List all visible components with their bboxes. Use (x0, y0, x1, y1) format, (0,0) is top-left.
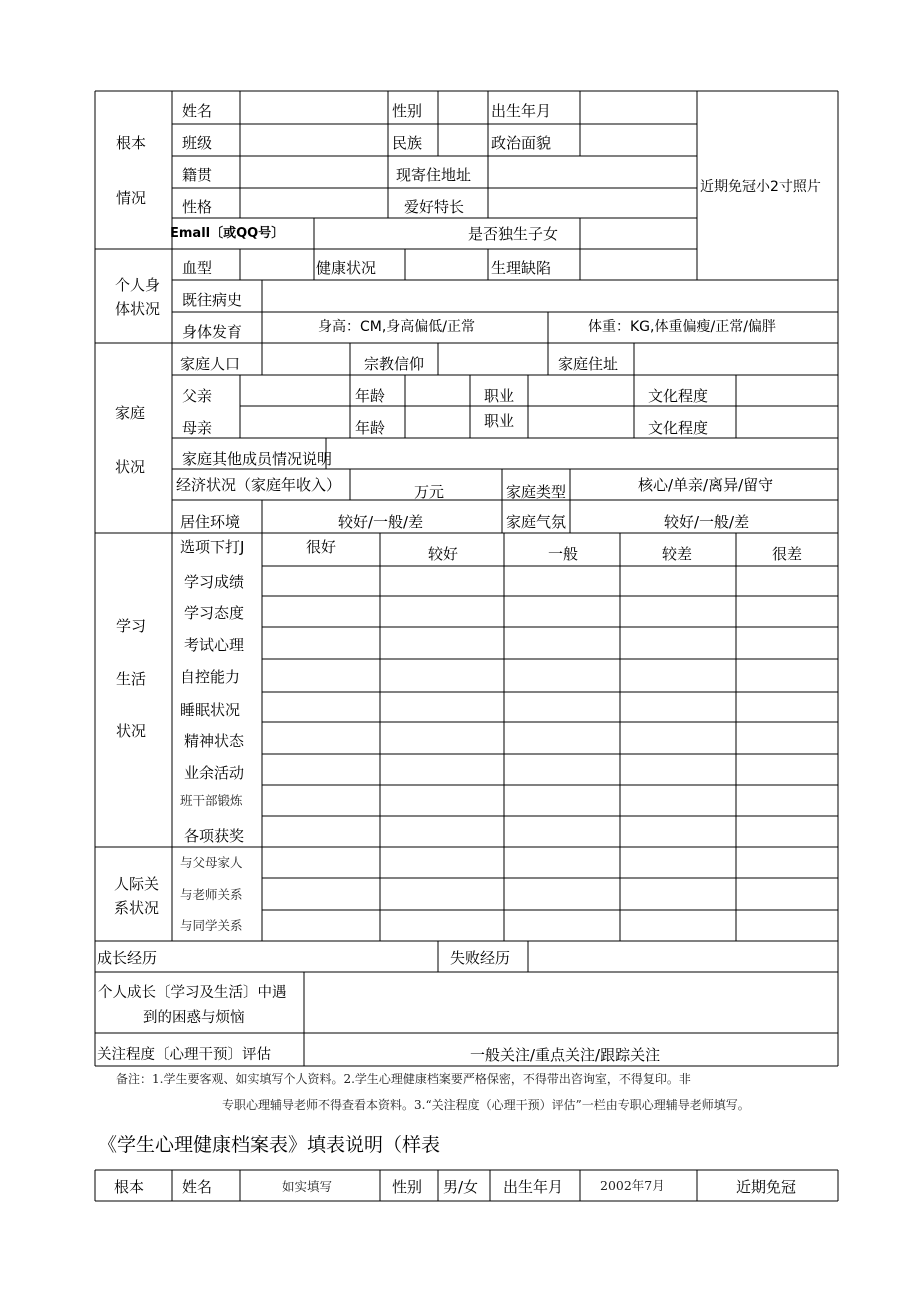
label-father-job: 职业 (484, 387, 515, 405)
label-ethnicity: 民族 (392, 134, 423, 152)
label-origin: 籍贯 (182, 166, 213, 184)
sample-photo: 近期免冠 (736, 1178, 797, 1196)
label-personality: 性格 (182, 198, 213, 216)
study-row-label: 业余活动 (184, 764, 245, 782)
study-row-label: 自控能力 (180, 668, 241, 686)
note-line2: 专职心理辅导老师不得查看本资料。3.“关注程度（心理干预）评估”一栏由专职心理辅导老师填写。 (222, 1098, 750, 1112)
label-defect: 生理缺陷 (491, 259, 552, 277)
label-name: 姓名 (182, 102, 213, 120)
study-row-label: 各项获奖 (184, 827, 245, 845)
sample-name-label: 姓名 (182, 1178, 213, 1196)
label-failure: 失败经历 (450, 949, 511, 967)
atmosphere-options: 较好/一般/差 (664, 513, 750, 531)
section-study-line1: 学习 (116, 617, 147, 635)
label-troubles-line1: 个人成长〔学习及生活〕中遇 (98, 985, 287, 1001)
label-attention: 关注程度〔心理干预〕评估 (97, 1047, 271, 1063)
section-study-line2: 生活 (116, 670, 147, 688)
label-class: 班级 (182, 134, 213, 152)
relation-row-label: 与老师关系 (180, 887, 243, 902)
label-health: 健康状况 (316, 259, 377, 277)
label-father-age: 年龄 (355, 387, 386, 405)
label-atmosphere: 家庭气氛 (506, 513, 567, 531)
grade-very-good: 很好 (306, 538, 337, 556)
label-mother-job: 职业 (484, 412, 515, 430)
study-row-label: 考试心理 (184, 636, 245, 654)
sample-name-value: 如实填写 (282, 1179, 333, 1194)
study-row-label: 学习态度 (184, 604, 245, 622)
label-growth: 成长经历 (97, 949, 158, 967)
label-mother-education: 文化程度 (648, 419, 709, 437)
label-development: 身体发育 (182, 323, 243, 341)
label-history: 既往病史 (182, 291, 243, 309)
sample-birth-value: 2002年7月 (600, 1178, 665, 1193)
section-physical-line2: 体状况 (115, 300, 161, 318)
label-living-env: 居住环境 (180, 513, 241, 531)
sample-title: 《学生心理健康档案表》填表说明（样表 (98, 1134, 441, 1156)
label-father: 父亲 (182, 387, 213, 405)
study-row-label: 精神状态 (184, 732, 245, 750)
sample-birth-label: 出生年月 (503, 1178, 564, 1196)
label-religion: 宗教信仰 (364, 355, 425, 373)
label-political: 政治面貌 (491, 134, 552, 152)
label-blood: 血型 (182, 259, 213, 277)
study-header: 选项下打J (180, 538, 245, 556)
relation-row-label: 与同学关系 (180, 918, 243, 933)
label-birth: 出生年月 (491, 102, 552, 120)
study-row-label: 睡眠状况 (180, 701, 241, 719)
label-hobby: 爱好特长 (404, 198, 465, 216)
relation-row-label: 与父母家人 (180, 855, 243, 870)
label-home-address: 家庭住址 (558, 355, 619, 373)
label-email: Emall〔或QQ号〕 (170, 226, 285, 241)
sample-basic: 根本 (114, 1178, 145, 1196)
grade-poor: 较差 (662, 545, 693, 563)
note-line1: 备注：1.学生要客观、如实填写个人资料。2.学生心理健康档案要严格保密，不得带出咨询室，不得复印。非 (116, 1072, 691, 1086)
label-troubles-line2: 到的困惑与烦恼 (143, 1010, 245, 1026)
section-basic-line1: 根本 (116, 134, 147, 152)
section-basic-line2: 情况 (116, 189, 147, 207)
study-row-label: 学习成绩 (184, 573, 245, 591)
label-unit: 万元 (414, 483, 445, 501)
weight-options: 体重：KG,体重偏瘦/正常/偏胖 (588, 319, 776, 335)
label-family-type: 家庭类型 (506, 483, 567, 501)
section-relations-line1: 人际关 (114, 875, 160, 893)
study-row-label: 班干部锻炼 (180, 793, 243, 808)
section-physical-line1: 个人身 (115, 276, 161, 294)
section-study-line3: 状况 (116, 722, 147, 740)
label-only-child: 是否独生子女 (468, 225, 559, 243)
family-type-options: 核心/单亲/离异/留守 (638, 476, 774, 494)
label-address: 现寄住地址 (396, 166, 472, 184)
attention-options: 一般关注/重点关注/跟踪关注 (470, 1046, 661, 1064)
grade-very-poor: 很差 (772, 545, 803, 563)
label-population: 家庭人口 (180, 355, 241, 373)
grade-good: 较好 (428, 545, 459, 563)
label-economy: 经济状况（家庭年收入） (176, 476, 342, 494)
height-options: 身高：CM,身高偏低/正常 (318, 319, 476, 335)
section-relations-line2: 系状况 (114, 899, 160, 917)
label-photo: 近期免冠小2寸照片 (700, 179, 821, 195)
label-father-education: 文化程度 (648, 387, 709, 405)
section-family-line1: 家庭 (115, 404, 146, 422)
grade-average: 一般 (548, 545, 579, 563)
sample-gender-label: 性别 (392, 1178, 423, 1196)
label-gender: 性别 (392, 102, 423, 120)
label-mother: 母亲 (182, 419, 213, 437)
living-env-options: 较好/一般/差 (338, 513, 424, 531)
section-family-line2: 状况 (115, 458, 146, 476)
sample-gender-value: 男/女 (443, 1178, 479, 1196)
label-other-members: 家庭其他成员情况说明 (182, 450, 333, 468)
label-mother-age: 年龄 (355, 419, 386, 437)
